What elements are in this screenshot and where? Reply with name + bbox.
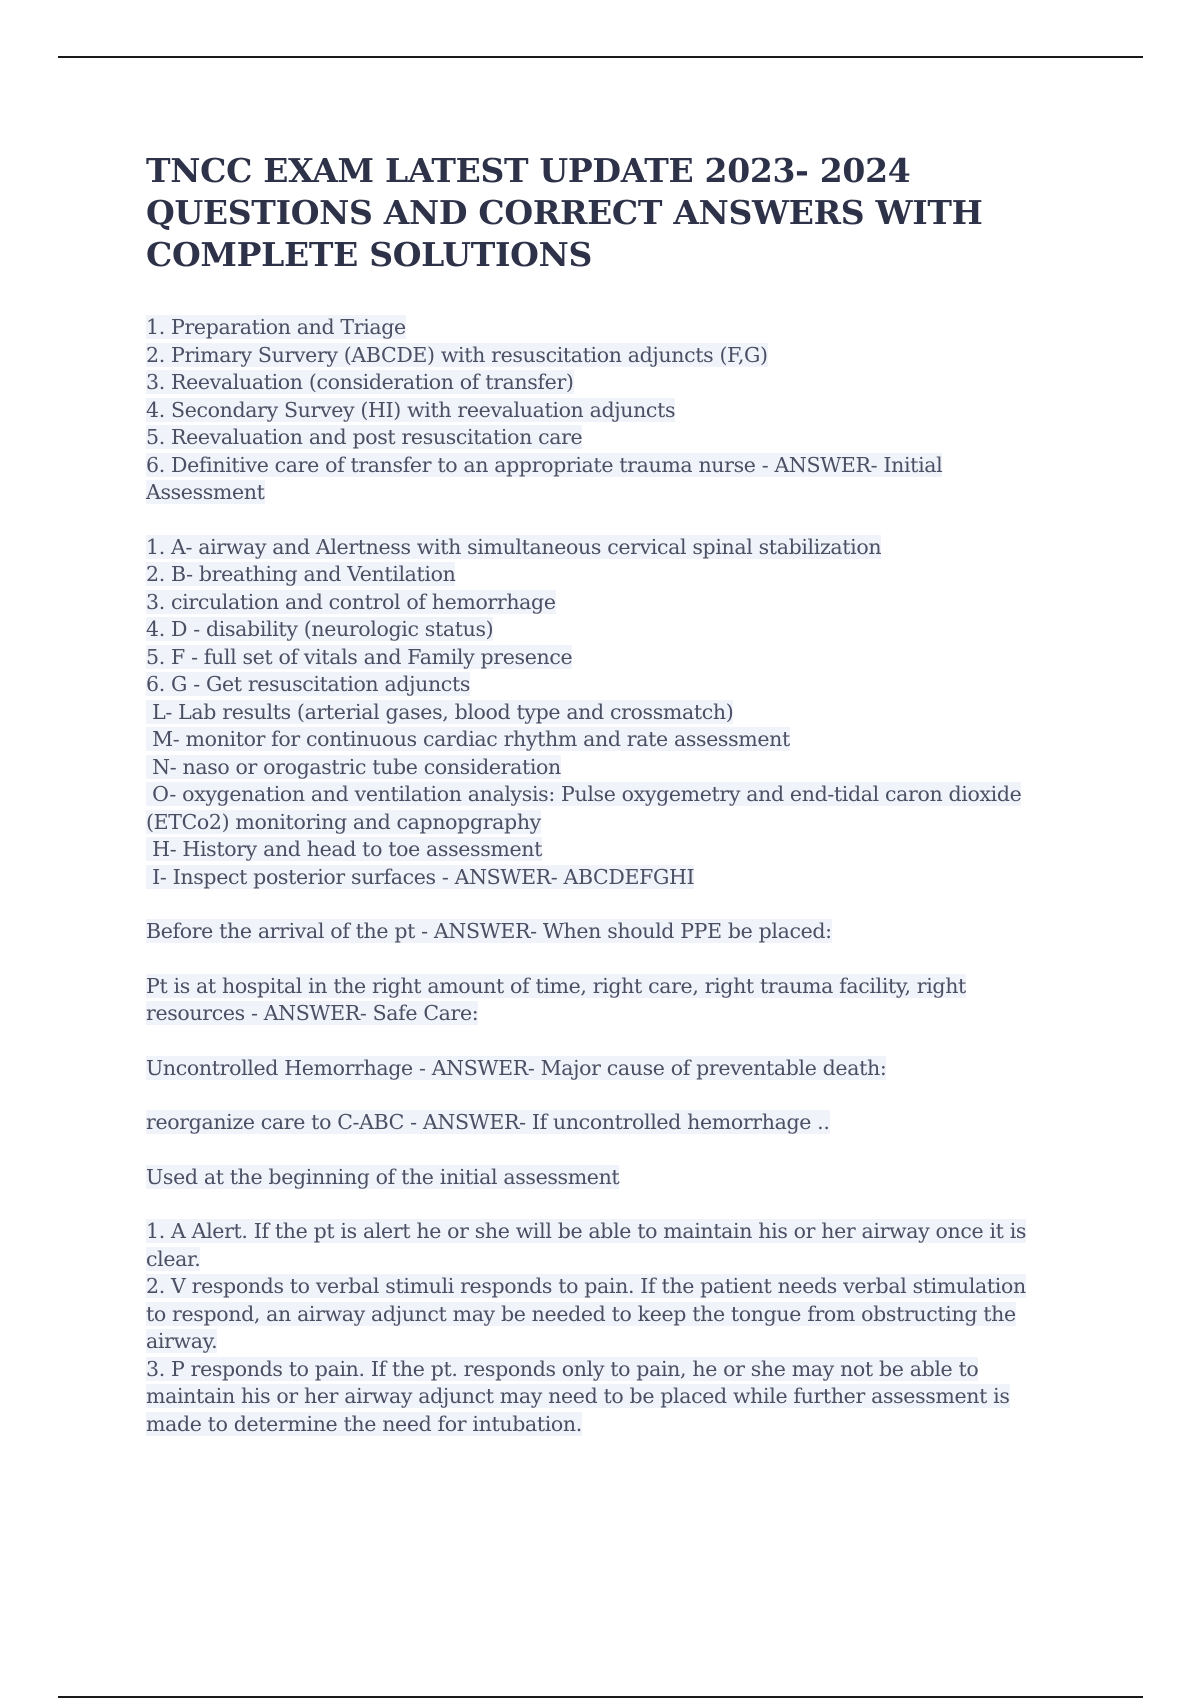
text-line-content: 6. G - Get resuscitation adjuncts xyxy=(146,672,470,696)
text-line-content: to respond, an airway adjunct may be needed to keep the tongue from obstructing the xyxy=(146,1301,1016,1326)
text-line-content: Used at the beginning of the initial assessment xyxy=(146,1164,620,1189)
text-line-content: resources - ANSWER- Safe Care: xyxy=(146,1001,479,1025)
text-line xyxy=(146,314,1086,342)
text-line-content: maintain his or her airway adjunct may need to be placed while further assessment is xyxy=(146,1384,1010,1408)
text-line xyxy=(146,1000,1086,1028)
title-line: QUESTIONS AND CORRECT ANSWERS WITH xyxy=(146,193,983,232)
text-line-content: 1. A- airway and Alertness with simultaneous cervical spinal stabilization xyxy=(146,534,882,559)
text-line xyxy=(146,1273,1086,1301)
text-line-content: L- Lab results (arterial gases, blood type and crossmatch) xyxy=(146,699,734,724)
text-line-content: clear. xyxy=(146,1246,201,1271)
text-line-content: 3. circulation and control of hemorrhage xyxy=(146,589,556,614)
qa-block xyxy=(146,534,1086,892)
document-title xyxy=(146,150,1086,276)
text-line xyxy=(146,1301,1086,1329)
qa-block xyxy=(146,1164,1086,1192)
title-line: COMPLETE SOLUTIONS xyxy=(146,235,592,274)
text-line-content: 5. Reevaluation and post resuscitation care xyxy=(146,425,583,449)
text-line-content: 4. D - disability (neurologic status) xyxy=(146,617,494,641)
text-line-content: 3. Reevaluation (consideration of transfer) xyxy=(146,370,574,394)
text-line xyxy=(146,918,1086,946)
text-line xyxy=(146,452,1086,480)
text-line xyxy=(146,479,1086,507)
text-line xyxy=(146,397,1086,425)
text-line-content: O- oxygenation and ventilation analysis: Pulse oxygemetry and end-tidal caron dioxide xyxy=(146,782,1022,806)
text-line-content: airway. xyxy=(146,1329,218,1353)
text-line xyxy=(146,1246,1086,1274)
document-body xyxy=(146,150,1086,1465)
text-line xyxy=(146,1411,1086,1439)
text-line-content: 4. Secondary Survey (HI) with reevaluation adjuncts xyxy=(146,397,676,422)
qa-block xyxy=(146,1055,1086,1083)
bottom-rule xyxy=(58,1696,1143,1698)
text-line xyxy=(146,809,1086,837)
text-line-content: 3. P responds to pain. If the pt. responds only to pain, he or she may not be able to xyxy=(146,1356,979,1381)
qa-block xyxy=(146,973,1086,1028)
title-line: TNCC EXAM LATEST UPDATE 2023- 2024 xyxy=(146,151,911,190)
text-line-content: Assessment xyxy=(146,480,265,504)
text-line xyxy=(146,1328,1086,1356)
text-line-content: N- naso or orogastric tube consideration xyxy=(146,754,561,779)
text-line-content: 5. F - full set of vitals and Family presence xyxy=(146,644,573,669)
text-line xyxy=(146,973,1086,1001)
qa-block xyxy=(146,918,1086,946)
text-line xyxy=(146,836,1086,864)
text-line-content: Pt is at hospital in the right amount of time, right care, right trauma facility, right xyxy=(146,973,966,998)
text-line-content: reorganize care to C-ABC - ANSWER- If uncontrolled hemorrhage .. xyxy=(146,1110,830,1134)
qa-block xyxy=(146,314,1086,507)
text-line-content: M- monitor for continuous cardiac rhythm and rate assessment xyxy=(146,727,790,751)
text-line xyxy=(146,781,1086,809)
text-line xyxy=(146,699,1086,727)
text-line-content: I- Inspect posterior surfaces - ANSWER- ABCDEFGHI xyxy=(146,864,695,889)
text-line xyxy=(146,1055,1086,1083)
text-line xyxy=(146,534,1086,562)
text-line xyxy=(146,1109,1086,1137)
text-line-content: 2. B- breathing and Ventilation xyxy=(146,562,456,586)
text-line-content: (ETCo2) monitoring and capnopgraphy xyxy=(146,809,541,834)
text-line-content: Uncontrolled Hemorrhage - ANSWER- Major cause of preventable death: xyxy=(146,1055,887,1080)
text-line-content: 1. Preparation and Triage xyxy=(146,315,406,339)
text-line xyxy=(146,864,1086,892)
text-line xyxy=(146,424,1086,452)
text-line xyxy=(146,726,1086,754)
top-rule xyxy=(58,56,1143,58)
text-line-content: made to determine the need for intubation. xyxy=(146,1411,582,1436)
text-line-content: 6. Definitive care of transfer to an appropriate trauma nurse - ANSWER- Initial xyxy=(146,452,943,477)
text-line xyxy=(146,1218,1086,1246)
qa-block xyxy=(146,1218,1086,1438)
text-line xyxy=(146,369,1086,397)
text-line-content: Before the arrival of the pt - ANSWER- When should PPE be placed: xyxy=(146,919,832,943)
text-line xyxy=(146,589,1086,617)
text-line-content: 2. V responds to verbal stimuli responds to pain. If the patient needs verbal stimulation xyxy=(146,1274,1026,1298)
text-line xyxy=(146,754,1086,782)
text-line xyxy=(146,671,1086,699)
text-line xyxy=(146,342,1086,370)
text-line-content: H- History and head to toe assessment xyxy=(146,837,542,861)
text-line xyxy=(146,1356,1086,1384)
text-line xyxy=(146,1383,1086,1411)
text-line-content: 2. Primary Survery (ABCDE) with resuscitation adjuncts (F,G) xyxy=(146,342,768,367)
text-line-content: 1. A Alert. If the pt is alert he or she will be able to maintain his or her airway once it is xyxy=(146,1219,1027,1243)
qa-blocks xyxy=(146,314,1086,1438)
text-line xyxy=(146,644,1086,672)
text-line xyxy=(146,1164,1086,1192)
text-line xyxy=(146,561,1086,589)
qa-block xyxy=(146,1109,1086,1137)
text-line xyxy=(146,616,1086,644)
